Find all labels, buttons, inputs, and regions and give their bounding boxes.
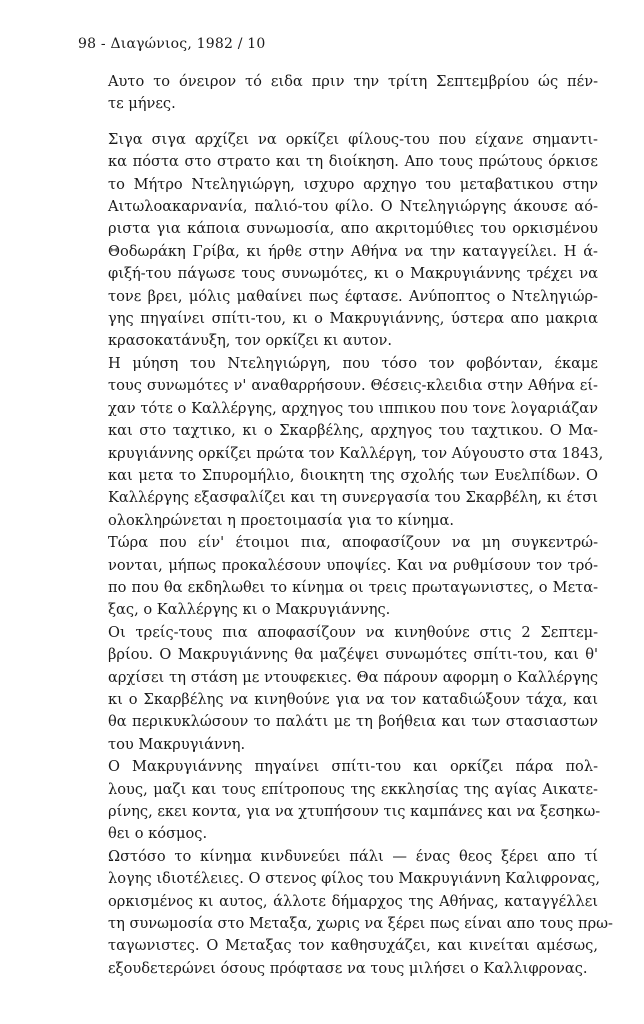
text-line: ταγωνιστες. Ο Μεταξας τον καθησυχάζει, και κινείται αμέσως, — [108, 937, 598, 955]
text-line: τη συνωμοσία στο Μεταξα, χωρις να ξέρει πως είναι απο τους πρω- — [108, 915, 613, 933]
text-line: αρχίσει τη στάση με ντουφεκιες. Θα πάρουν αφορμη ο Καλλέργης — [108, 668, 598, 686]
text-line: Αιτωλοακαρνανία, παλιό-του φίλο. Ο Ντεληγιώργης άκουσε αό- — [108, 198, 598, 216]
text-line: θα περικυκλώσουν το παλάτι με τη βοήθεια και των στασιαστων — [108, 713, 598, 731]
text-line: κρυγιάννης ορκίζει πρώτα τον Καλλέργη, τον Αύγουστο στα 1843, — [108, 444, 604, 462]
text-line: βρίου. Ο Μακρυγιάννης θα μαζέψει συνωμότες σπίτι-του, και θ' — [108, 646, 598, 664]
text-line: Ωστόσο το κίνημα κινδυνεύει πάλι — ένας θεος ξέρει απο τί — [108, 847, 598, 865]
paragraph — [108, 622, 598, 756]
text-line: το Μήτρο Ντεληγιώργη, ισχυρο αρχηγο του μεταβατικου στην — [108, 175, 598, 193]
text-line: τους συνωμότες ν' αναθαρρήσουν. Θέσεις-κλειδια στην Αθήνα εί- — [108, 377, 598, 395]
text-line: Η μύηση του Ντεληγιώργη, που τόσο τον φοβόνταν, έκαμε — [108, 354, 598, 372]
text-line: τε μήνες. — [108, 95, 176, 113]
text-line: και στο ταχτικο, κι ο Σκαρβέλης, αρχηγος του ταχτικου. Ο Μα- — [108, 422, 598, 440]
text-line: λογης ιδιοτέλειες. Ο στενος φίλος του Μακρυγιάννη Καλιφρονας, — [108, 870, 600, 888]
paragraph — [108, 129, 598, 353]
text-line: ξας, ο Καλλέργης κι ο Μακρυγιάννης. — [108, 601, 391, 619]
text-line: ολοκληρώνεται η προετοιμασία για το κίνημα. — [108, 511, 455, 529]
text-line: λους, μαζι και τους επίτροπους της εκκλησίας της αγίας Αικατε- — [108, 780, 598, 798]
text-line: ριστα για κάποια συνωμοσία, απο ακριτομύθιες του ορκισμένου — [108, 220, 598, 238]
paragraph-gap — [108, 116, 598, 129]
text-line: κα πόστα στο στρατο και τη διοίκηση. Απο τους πρώτους όρκισε — [108, 153, 598, 171]
text-line: Καλλέργης εξασφαλίζει και τη συνεργασία του Σκαρβέλη, κι έτσι — [108, 489, 598, 507]
text-line: χαν τότε ο Καλλέργης, αρχηγος του ιππικου που τονε λογαριάζαν — [108, 399, 598, 417]
running-head: 98 - Διαγώνιος, 1982 / 10 — [78, 36, 266, 52]
text-line: ρίνης, εκει κοντα, για να χτυπήσουν τις καμπάνες και να ξεσηκω- — [108, 803, 601, 820]
paragraph — [108, 846, 613, 980]
text-line: κρασοκατάνυξη, τον ορκίζει κι αυτον. — [108, 332, 393, 350]
text-line: Θοδωράκη Γρίβα, κι ήρθε στην Αθήνα να την καταγγείλει. Η ά- — [108, 242, 598, 260]
text-line: Οι τρείς-τους πια αποφασίζουν να κινηθούνε στις 2 Σεπτεμ- — [108, 623, 598, 641]
text-line: νονται, μήπως προκαλέσουν υποψίες. Και να ρυθμίσουν τον τρό- — [108, 556, 598, 574]
text-line: εξουδετερώνει όσους πρόφτασε να τους μιλήσει ο Καλλιφρονας. — [108, 959, 588, 977]
text-line: ορκισμένος κι αυτος, άλλοτε δήμαρχος της Αθήνας, καταγγέλλει — [108, 892, 598, 910]
text-line: Σιγα σιγα αρχίζει να ορκίζει φίλους-του που είχανε σημαντι- — [108, 130, 598, 148]
text-line: πο που θα εκδηλωθει το κίνημα οι τρεις πρωταγωνιστες, ο Μετα- — [108, 578, 598, 596]
text-line: του Μακρυγιάννη. — [108, 735, 246, 753]
body-text — [108, 71, 613, 980]
text-line: φιξή-του πάγωσε τους συνωμότες, κι ο Μακρυγιάννης τρέχει να — [108, 265, 598, 283]
text-line: θει ο κόσμος. — [108, 825, 208, 843]
paragraph — [108, 353, 604, 532]
paragraph — [108, 532, 598, 622]
text-line: και μετα το Σπυρομήλιο, διοικητη της σχολής των Ευελπίδων. Ο — [108, 466, 598, 484]
text-line: γης πηγαίνει σπίτι-του, κι ο Μακρυγιάννης, ύστερα απο μακρια — [108, 310, 598, 328]
paragraph — [108, 71, 598, 116]
text-line: κι ο Σκαρβέλης να κινηθούνε για να τον καταδιώξουν τάχα, και — [108, 690, 598, 708]
paragraph — [108, 756, 601, 846]
text-line: Αυτο το όνειρον τό ειδα πριν την τρίτη Σεπτεμβρίου ώς πέν- — [108, 73, 598, 90]
text-line: Τώρα που είν' έτοιμοι πια, αποφασίζουν να μη συγκεντρώ- — [108, 534, 598, 552]
text-line: τονε βρει, μόλις μαθαίνει πως έφτασε. Ανύποπτος ο Ντεληγιώρ- — [108, 287, 598, 305]
text-line: Ο Μακρυγιάννης πηγαίνει σπίτι-του και ορκίζει πάρα πολ- — [108, 758, 598, 776]
